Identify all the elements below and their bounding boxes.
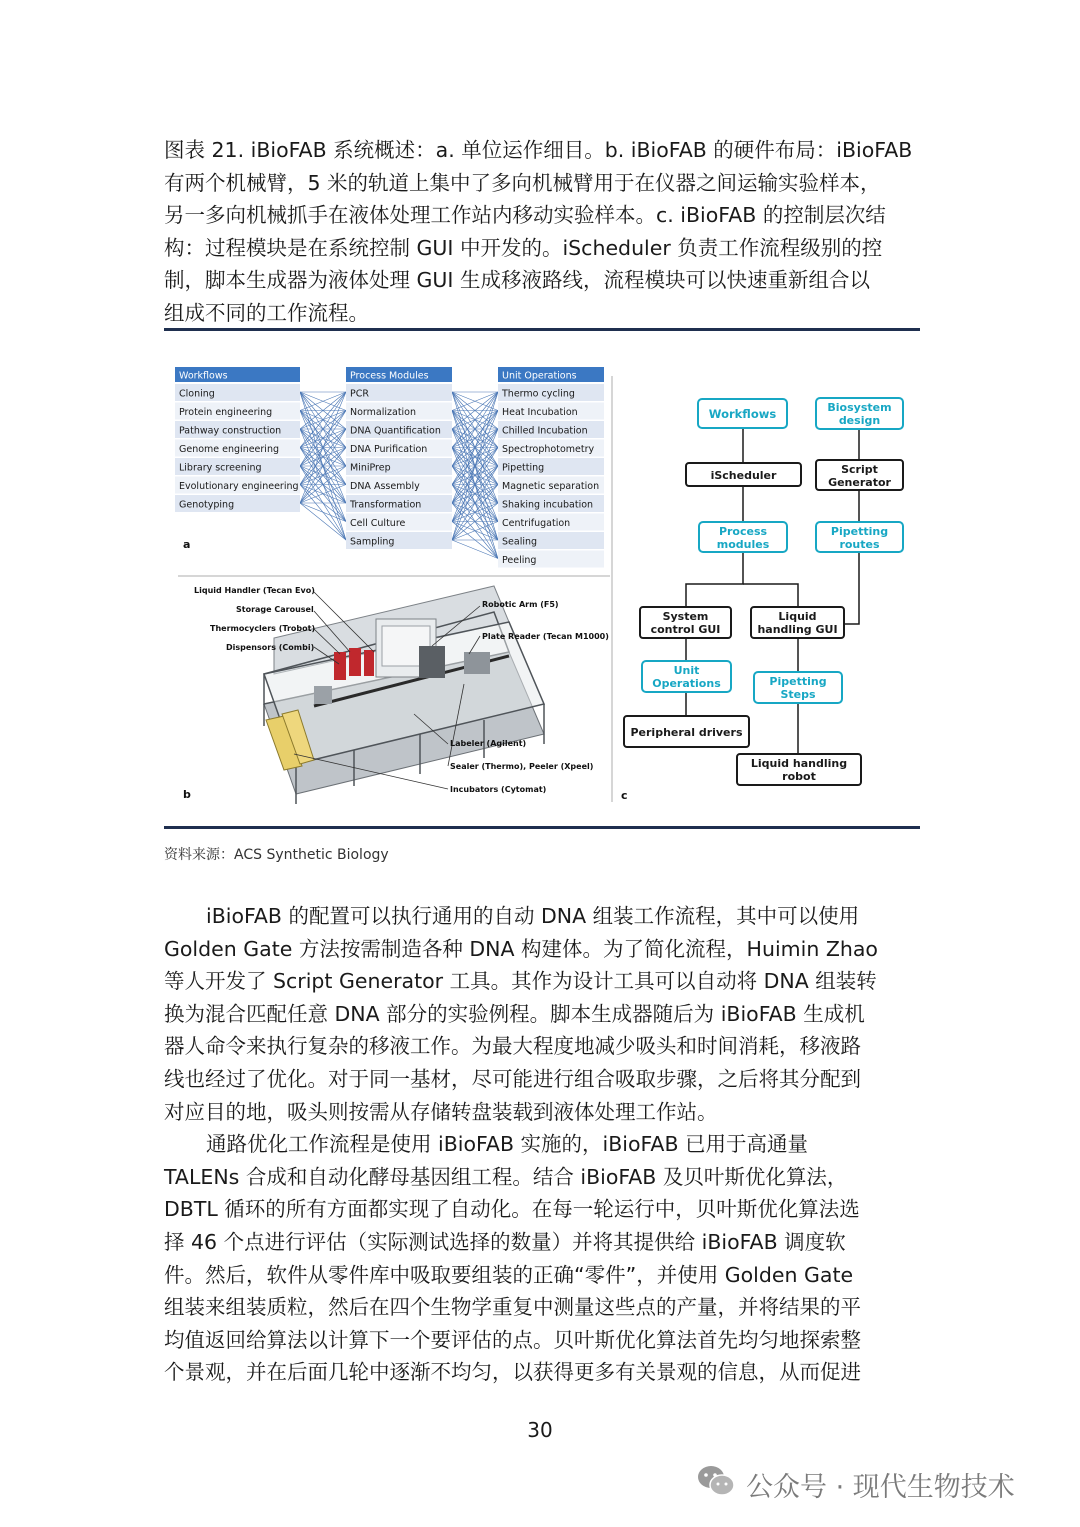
- svg-text:Biosystem: Biosystem: [827, 401, 892, 414]
- process-module-item: DNA Assembly: [350, 481, 420, 492]
- figure-caption: [164, 134, 920, 330]
- node-liquid-handling-robot: [737, 754, 861, 785]
- paragraph-line: DBTL 循环的所有方面都实现了自动化。在每一轮运行中，贝叶斯优化算法选: [164, 1197, 860, 1222]
- panel-c: [621, 398, 903, 802]
- process-modules-header: Process Modules: [350, 370, 429, 382]
- unit-operation-item: Sealing: [502, 536, 538, 548]
- process-module-item: Normalization: [350, 407, 417, 418]
- svg-text:routes: routes: [839, 538, 880, 551]
- caption-line: 图表 21. iBioFAB 系统概述：a. 单位运作细目。b. iBioFAB 的硬件布局：iBioFAB: [164, 138, 913, 162]
- process-module-item: PCR: [350, 388, 369, 400]
- figure-top-rule: [164, 328, 920, 331]
- process-module-item: DNA Quantification: [350, 425, 441, 437]
- paragraph-line: 等人开发了 Script Generator 工具。其作为设计工具可以自动将 DNA 组装转: [164, 969, 877, 994]
- label-labeler: Labeler (Agilent): [450, 739, 527, 748]
- caption-line: 组成不同的工作流程。: [164, 300, 369, 325]
- caption-line: 另一多向机械抓手在液体处理工作站内移动实验样本。c. iBioFAB 的控制层次结: [164, 203, 886, 228]
- svg-text:handling GUI: handling GUI: [757, 623, 838, 636]
- svg-text:Operations: Operations: [652, 677, 721, 690]
- paragraph-line: 线也经过了优化。对于同一基材，尽可能进行组合吸取步骤，之后将其分配到: [164, 1066, 861, 1091]
- paragraph-line: 个景观，并在后面几轮中逐渐不均匀，以获得更多有关景观的信息，从而促进: [164, 1360, 861, 1385]
- paragraph-line: 择 46 个点进行评估（实际测试选择的数量）并将其提供给 iBioFAB 调度软: [164, 1229, 846, 1254]
- workflow-item: Cloning: [179, 388, 215, 400]
- figure-source: 资料来源：ACS Synthetic Biology: [164, 847, 389, 863]
- unit-operations-column: [498, 367, 604, 568]
- panel-a: [175, 367, 604, 568]
- body-text: [164, 900, 909, 1389]
- paragraph-line: 换为混合匹配任意 DNA 部分的实验例程。脚本生成器随后为 iBioFAB 生成机: [164, 1001, 865, 1026]
- panel-a-label: a: [183, 538, 191, 551]
- node-pipetting-steps: [754, 672, 842, 703]
- svg-text:Peripheral drivers: Peripheral drivers: [630, 726, 743, 739]
- paragraph-line: 通路优化工作流程是使用 iBioFAB 实施的，iBioFAB 已用于高通量: [206, 1132, 809, 1157]
- connector-line: [300, 503, 346, 522]
- svg-text:Script: Script: [841, 463, 878, 476]
- unit-operations-header: Unit Operations: [502, 370, 577, 382]
- workflows-header: Workflows: [179, 370, 228, 382]
- paragraph-line: 件。然后，软件从零件库中吸取要组装的正确“零件”，并使用 Golden Gate: [164, 1262, 854, 1287]
- node-unit-operations: [642, 661, 731, 692]
- unit-operation-item: Shaking incubation: [502, 499, 594, 511]
- unit-operation-item: Magnetic separation: [502, 481, 600, 492]
- workflow-item: Protein engineering: [179, 407, 273, 418]
- label-sealer-peeler: Sealer (Thermo), Peeler (Xpeel): [450, 762, 594, 771]
- label-liquid-handler: Liquid Handler (Tecan Evo): [194, 586, 315, 595]
- paragraph-line: iBioFAB 的配置可以执行通用的自动 DNA 组装工作流程，其中可以使用: [206, 904, 860, 928]
- caption-line: 有两个机械臂，5 米的轨道上集中了多向机械臂用于在仪器之间运输实验样本，: [164, 170, 881, 195]
- label-dispensors: Dispensors (Combi): [226, 643, 315, 652]
- node-workflows: [698, 399, 787, 428]
- wechat-icon: [696, 1464, 736, 1505]
- node-liquid-handling-gui: [751, 607, 844, 638]
- workflow-item: Genome engineering: [179, 444, 280, 455]
- unit-operation-item: Pipetting: [502, 462, 545, 474]
- svg-text:System: System: [662, 610, 709, 623]
- process-module-item: DNA Purification: [350, 444, 428, 455]
- svg-text:Unit: Unit: [673, 664, 700, 677]
- node-peripheral-drivers: [624, 716, 749, 747]
- panel-b: [183, 586, 609, 804]
- paragraph-line: Golden Gate 方法按需制造各种 DNA 构建体。为了简化流程，Huimin Zhao: [164, 936, 878, 961]
- svg-text:design: design: [838, 414, 881, 427]
- unit-operation-item: Peeling: [502, 555, 537, 566]
- connector-line: [452, 540, 498, 559]
- svg-text:Pipetting: Pipetting: [769, 675, 827, 688]
- svg-text:robot: robot: [782, 770, 816, 783]
- svg-text:iScheduler: iScheduler: [710, 469, 777, 482]
- watermark-text: 公众号 · 现代生物技术: [746, 1472, 1015, 1503]
- paragraph-line: 器人命令来执行复杂的移液工作。为最大程度地减少吸头和时间消耗，移液路: [164, 1034, 861, 1059]
- paragraph-line: 组装来组装质粒，然后在四个生物学重复中测量这些点的产量，并将结果的平: [164, 1295, 861, 1320]
- label-plate-reader: Plate Reader (Tecan M1000): [482, 632, 609, 641]
- workflow-item: Genotyping: [179, 499, 235, 511]
- figure-bottom-rule: [164, 826, 920, 829]
- process-module-item: Sampling: [350, 536, 395, 548]
- caption-line: 制，脚本生成器为液体处理 GUI 生成移液路线，流程模块可以快速重新组合以: [164, 268, 870, 293]
- svg-text:control GUI: control GUI: [650, 623, 721, 636]
- svg-text:Pipetting: Pipetting: [830, 525, 889, 538]
- workflows-column: [175, 367, 300, 512]
- svg-text:Generator: Generator: [828, 476, 891, 489]
- paragraph-line: 对应目的地，吸头则按需从存储转盘装载到液体处理工作站。: [164, 1099, 718, 1124]
- svg-text:Steps: Steps: [780, 688, 816, 701]
- unit-operation-item: Thermo cycling: [502, 388, 575, 400]
- watermark: [696, 1464, 1015, 1505]
- svg-text:Workflows: Workflows: [708, 407, 777, 421]
- svg-text:Liquid handling: Liquid handling: [750, 757, 848, 770]
- label-storage-carousel: Storage Carousel: [236, 605, 314, 614]
- workflow-item: Pathway construction: [179, 425, 282, 437]
- label-robotic-arm: Robotic Arm (F5): [482, 600, 559, 609]
- svg-text:Liquid: Liquid: [778, 610, 817, 623]
- process-modules-column: [346, 367, 452, 549]
- paragraph-line: 均值返回给算法以计算下一个要评估的点。贝叶斯优化算法首先均匀地探索整: [164, 1327, 861, 1352]
- svg-text:Process: Process: [718, 525, 768, 538]
- workflow-item: Library screening: [179, 462, 262, 474]
- workflow-item: Evolutionary engineering: [179, 481, 299, 492]
- node-ischeduler: [686, 463, 801, 486]
- label-incubators: Incubators (Cytomat): [450, 785, 547, 794]
- process-module-item: MiniPrep: [350, 462, 391, 474]
- figure: [164, 334, 920, 826]
- node-script-generator: [816, 460, 903, 490]
- unit-operation-item: Spectrophotometry: [502, 444, 595, 455]
- unit-operation-item: Centrifugation: [502, 518, 571, 529]
- panel-b-label: b: [183, 788, 191, 801]
- caption-line: 构：过程模块是在系统控制 GUI 中开发的。iScheduler 负责工作流程级别的控: [164, 235, 883, 260]
- panel-c-label: c: [621, 789, 628, 802]
- label-thermocyclers: Thermocyclers (Trobot): [210, 624, 316, 633]
- paragraph-line: TALENs 合成和自动化酵母基因组工程。结合 iBioFAB 及贝叶斯优化算法，: [164, 1164, 848, 1189]
- svg-text:modules: modules: [716, 538, 770, 551]
- node-biosystem-design: [816, 398, 903, 429]
- node-pipetting-routes: [816, 522, 903, 552]
- unit-operation-item: Heat Incubation: [502, 407, 578, 418]
- node-process-modules: [699, 522, 787, 552]
- unit-operation-item: Chilled Incubation: [502, 425, 588, 437]
- node-system-control-gui: [640, 607, 731, 638]
- process-module-item: Cell Culture: [350, 518, 406, 529]
- connector-line: [300, 503, 346, 540]
- process-module-item: Transformation: [350, 499, 422, 511]
- page-number: 30: [527, 1418, 553, 1442]
